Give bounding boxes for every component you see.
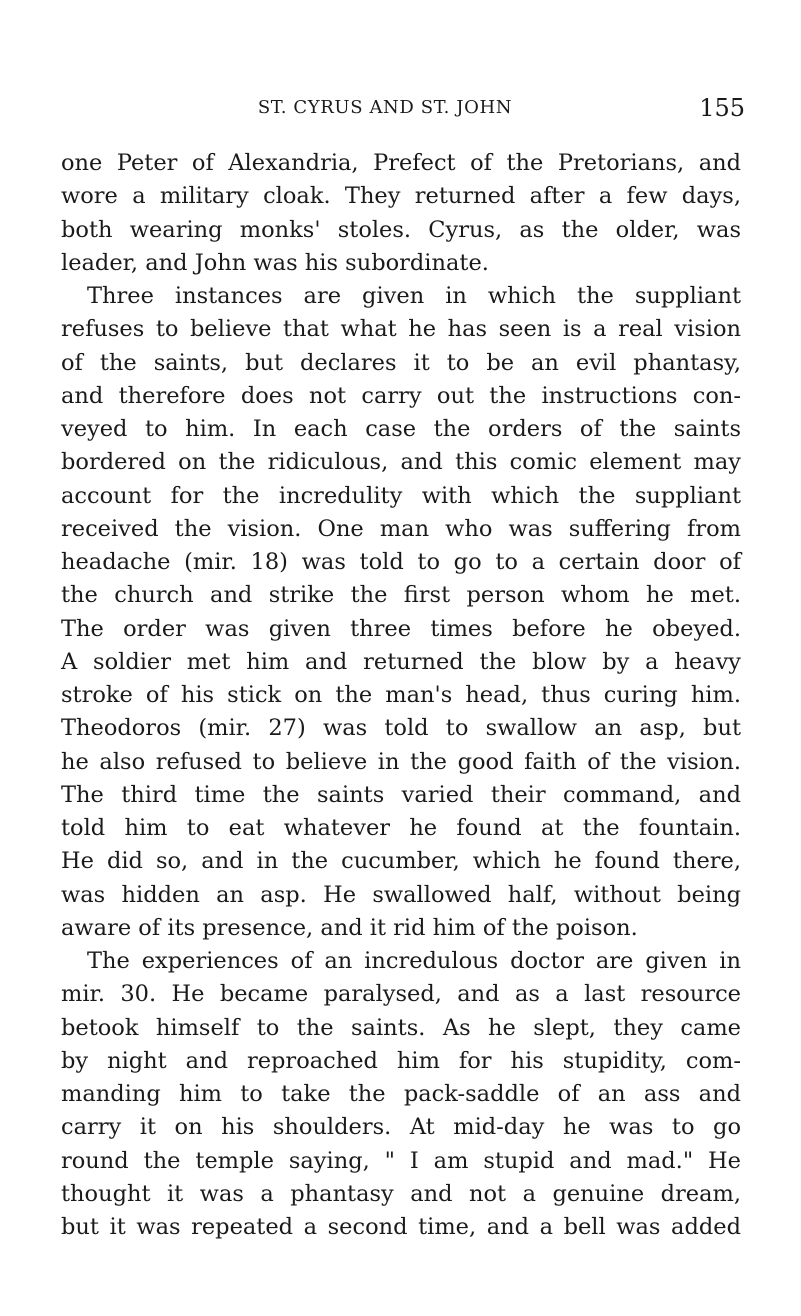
running-title: ST. CYRUS AND ST. JOHN <box>257 97 513 118</box>
text-line: leader, and John was his subordinate. <box>61 249 489 276</box>
running-head <box>60 93 743 123</box>
body-text <box>61 147 741 1244</box>
text-line: veyed to him. In each case the orders of the saints <box>61 416 741 442</box>
text-line: He did so, and in the cucumber, which he found there, <box>61 848 741 875</box>
text-line: Three instances are given in which the suppliant <box>87 283 741 309</box>
text-line: received the vision. One man who was suffering from <box>61 515 741 542</box>
text-line: aware of its presence, and it rid him of the poison. <box>61 914 638 941</box>
text-line: and therefore does not carry out the instructions con- <box>61 382 741 409</box>
text-line: but it was repeated a second time, and a bell was added <box>61 1214 741 1240</box>
text-line: mir. 30. He became paralysed, and as a last resource <box>61 981 741 1008</box>
text-line: wore a military cloak. They returned after a few days, <box>61 183 741 210</box>
text-line: the church and strike the first person whom he met. <box>61 582 741 609</box>
text-line: one Peter of Alexandria, Prefect of the Pretorians, and <box>61 150 741 176</box>
text-line: round the temple saying, " I am stupid and mad." He <box>61 1147 741 1174</box>
text-line: thought it was a phantasy and not a genuine dream, <box>61 1180 741 1207</box>
text-line: headache (mir. 18) was told to go to a certain door of <box>61 549 741 575</box>
text-line: The experiences of an incredulous doctor are given in <box>87 948 741 974</box>
text-line: carry it on his shoulders. At mid-day he was to go <box>61 1114 741 1141</box>
text-line: stroke of his stick on the man's head, thus curing him. <box>61 682 741 708</box>
text-line: refuses to believe that what he has seen is a real vision <box>61 316 741 343</box>
text-line: bordered on the ridiculous, and this comic element may <box>61 449 741 476</box>
text-line: both wearing monks' stoles. Cyrus, as the older, was <box>61 216 741 243</box>
text-line: of the saints, but declares it to be an evil phantasy, <box>61 349 741 376</box>
text-line: Theodoros (mir. 27) was told to swallow an asp, but <box>61 715 741 742</box>
text-line: was hidden an asp. He swallowed half, without being <box>61 881 741 908</box>
text-line: by night and reproached him for his stupidity, com- <box>61 1047 741 1074</box>
text-line: he also refused to believe in the good faith of the vision. <box>61 748 741 775</box>
text-line: The third time the saints varied their command, and <box>61 781 741 808</box>
text-line: A soldier met him and returned the blow by a heavy <box>61 648 741 675</box>
text-line: betook himself to the saints. As he slept, they came <box>61 1014 741 1041</box>
text-line: told him to eat whatever he found at the fountain. <box>61 815 741 841</box>
text-line: The order was given three times before he obeyed. <box>61 615 741 642</box>
text-line: manding him to take the pack-saddle of an ass and <box>61 1081 741 1107</box>
text-line: account for the incredulity with which the suppliant <box>61 482 741 509</box>
page-number: 155 <box>699 94 745 122</box>
